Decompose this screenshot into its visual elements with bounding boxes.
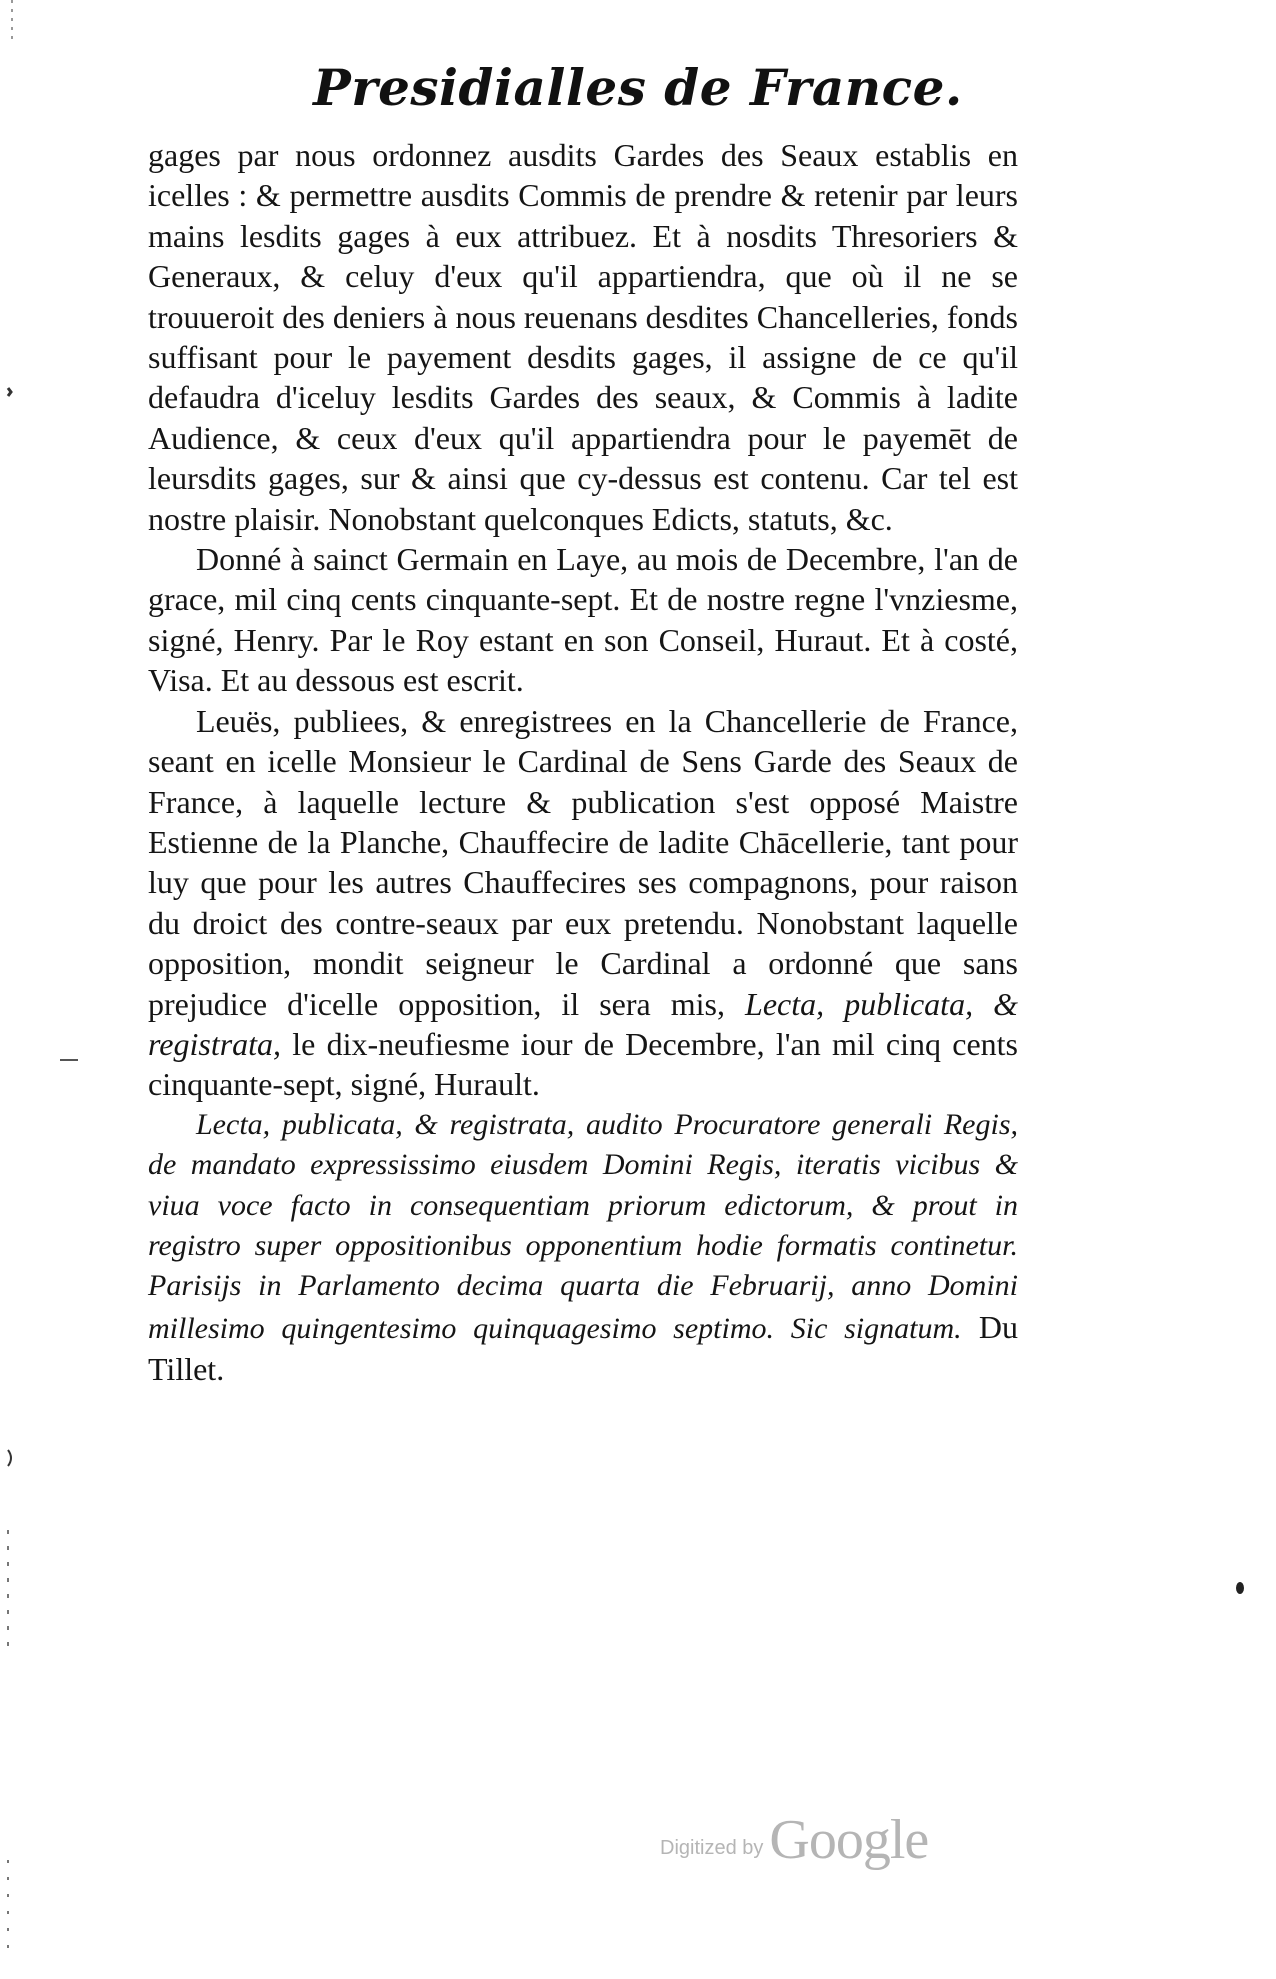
paragraph-3-latin: Lecta, publicata, & registrata, xyxy=(148,985,1019,1062)
paragraph-1: gages par nous ordonnez ausdits Gardes des Seaux establis en icelles : & permettre ausdits Commis de prendre & retenir par leurs mains lesdits gages à eux attribuez. Et à nosdits Thresoriers & Generaux, & celuy d'eux qu'il appartiendra, que où il ne se trouueroit des deniers à nous reuenans desdites Chancelleries, fonds suffisant pour le payement desdits gages, il assigne de ce qu'il defaudra d'iceluy lesdits Gardes des seaux, & Commis à ladite Audience, & ceux d'eux qu'il appartiendra pour le payemēt de leursdits gages, sur & ainsi que cy-dessus est contenu. Car tel est nostre plaisir. Nonobstant quelconques Edicts, statuts, &c. xyxy=(148,137,1018,537)
paragraph-2: Donné à sainct Germain en Laye, au mois de Decembre, l'an de grace, mil cinq cents cinquante-sept. Et de nostre regne l'vnziesme, signé, Henry. Par le Roy estant en son Conseil, Huraut. Et à costé, Visa. Et au dessous est escrit. xyxy=(148,541,1018,699)
watermark-google-logo: Google xyxy=(769,1809,929,1871)
right-margin-dot xyxy=(1236,1582,1244,1594)
paragraph-4-signature: Du Tillet. xyxy=(148,1308,1019,1388)
paragraph-3-main: Leuës, publiees, & enregistrees en la Chancellerie de France, seant en icelle Monsieur le Cardinal de Sens Garde des Seaux de France, à laquelle lecture & publication s'est opposé Maistre Estienne de la Planche, Chauffecire de ladite Chācellerie, tant pour luy que pour les autres Chauffecires ses compagnons, pour raison du droict des contre-seaux par eux pretendu. Nonobstant laquelle opposition, mondit seigneur le Cardinal a ordonné que sans prejudice d'icelle opposition, il sera mis, xyxy=(148,702,1018,1022)
paragraph-3-end: le dix-neufiesme iour de Decembre, l'an mil cinq cents cinquante-sept, signé, Hurault. xyxy=(148,1025,1018,1103)
digitized-by-google-watermark xyxy=(660,1808,1000,1871)
paragraph-4-latin: Lecta, publicata, & registrata, audito Procuratore generali Regis, de mandato expressissimo eiusdem Domini Regis, iteratis vicibus & viua voce facto in consequentiam priorum edictorum, & prout in registro super oppositionibus opponentium hodie formatis continetur. Parisijs in Parlamento decima quarta die Februarij, anno Domini millesimo quingentesimo quinquagesimo septimo. Sic signatum. xyxy=(148,1107,1018,1345)
body-text xyxy=(148,135,1018,1392)
running-title: Presidialles de France. xyxy=(313,58,963,117)
left-margin-tick xyxy=(8,388,11,396)
watermark-small-text: Digitized by xyxy=(660,1837,764,1859)
paragraph-4 xyxy=(148,1105,1018,1392)
left-margin-paren xyxy=(8,1450,11,1466)
paragraph-3 xyxy=(148,701,1018,1105)
